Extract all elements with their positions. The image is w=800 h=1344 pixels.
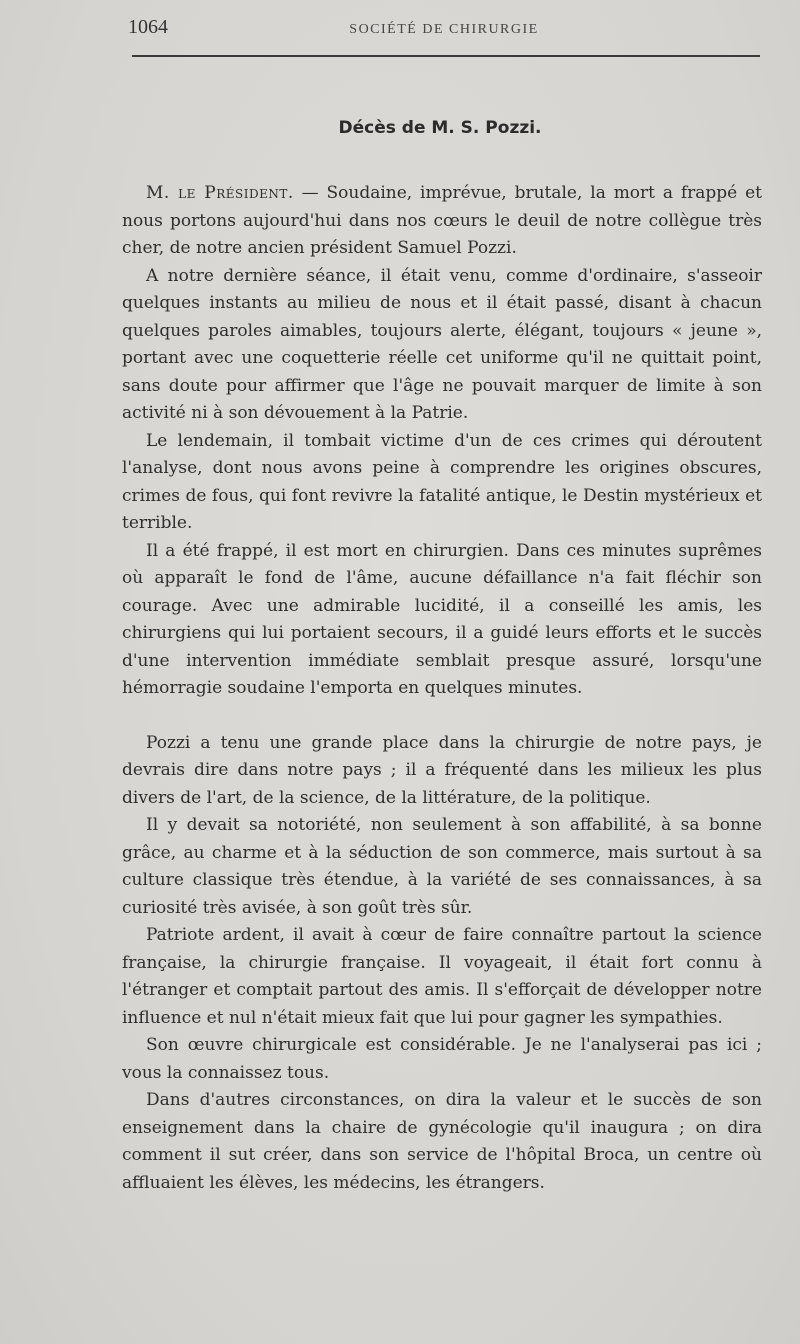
paragraph: Dans d'autres circonstances, on dira la valeur et le succès de son enseignement dans la chaire de gynécologie qu'il inaugura ; on dira comment il sut créer, dans son service de l'hôpital Broca, un centre où affluaient les élèves, les médecins, les étrangers. — [122, 1090, 762, 1193]
paragraph: Il y devait sa notoriété, non seulement à son affabilité, à sa bonne grâce, au charme et à la séduction de son commerce, mais surtout à sa culture classique très étendue, à la variété de ses connaissances, à sa curiosité très avisée, à son goût très sûr. — [122, 815, 762, 918]
header-rule — [132, 55, 760, 57]
paragraph: Patriote ardent, il avait à cœur de faire connaître partout la science française, la chirurgie française. Il voyageait, il était fort connu à l'étranger et comptait partout des amis. Il s'efforçait de développer notre influence et nul n'était mieux fait que lui pour gagner les sympathies. — [122, 925, 762, 1028]
paragraph-text: — Soudaine, imprévue, brutale, la mort a frappé et nous portons aujourd'hui dans nos cœurs le deuil de notre collègue très cher, de notre ancien président Samuel Pozzi. — [122, 183, 762, 258]
speaker-label: M. le Président. — [146, 183, 294, 203]
paragraph: A notre dernière séance, il était venu, comme d'ordinaire, s'asseoir quelques instants au milieu de nous et il était passé, disant à chacun quelques paroles aimables, toujours alerte, élégant, toujours « jeune », portant avec une coquetterie réelle cet uniforme qu'il ne quittait point, sans doute pour affirmer que l'âge ne pouvait marquer de limite à son activité ni à son dévouement à la Patrie. — [122, 265, 762, 423]
paragraph: Pozzi a tenu une grande place dans la chirurgie de notre pays, je devrais dire dans notre pays ; il a fréquenté dans les milieux les plus divers de l'art, de la science, de la littérature, de la politique. — [122, 732, 762, 808]
running-head: SOCIÉTÉ DE CHIRURGIE — [349, 22, 539, 37]
section-title: Décès de M. S. Pozzi. — [338, 118, 542, 138]
page-number: 1064 — [128, 16, 168, 38]
paragraph: Il a été frappé, il est mort en chirurgien. Dans ces minutes suprêmes où apparaît le fond de l'âme, aucune défaillance n'a fait fléchir son courage. Avec une admirable lucidité, il a conseillé les amis, les chirurgiens qui lui portaient secours, il a guidé leurs efforts et le succès d'une intervention immédiate semblait presque assuré, lorsqu'une hémorragie soudaine l'emporta en quelques minutes. — [122, 540, 762, 698]
paragraph: Son œuvre chirurgicale est considérable. Je ne l'analyserai pas ici ; vous la connaissez tous. — [122, 1035, 762, 1083]
body-text — [122, 180, 762, 1197]
page-header — [128, 16, 760, 46]
paragraph — [122, 180, 762, 263]
paragraph: Le lendemain, il tombait victime d'un de ces crimes qui déroutent l'analyse, dont nous avons peine à comprendre les origines obscures, crimes de fous, qui font revivre la fatalité antique, le Destin mystérieux et terrible. — [122, 430, 762, 533]
